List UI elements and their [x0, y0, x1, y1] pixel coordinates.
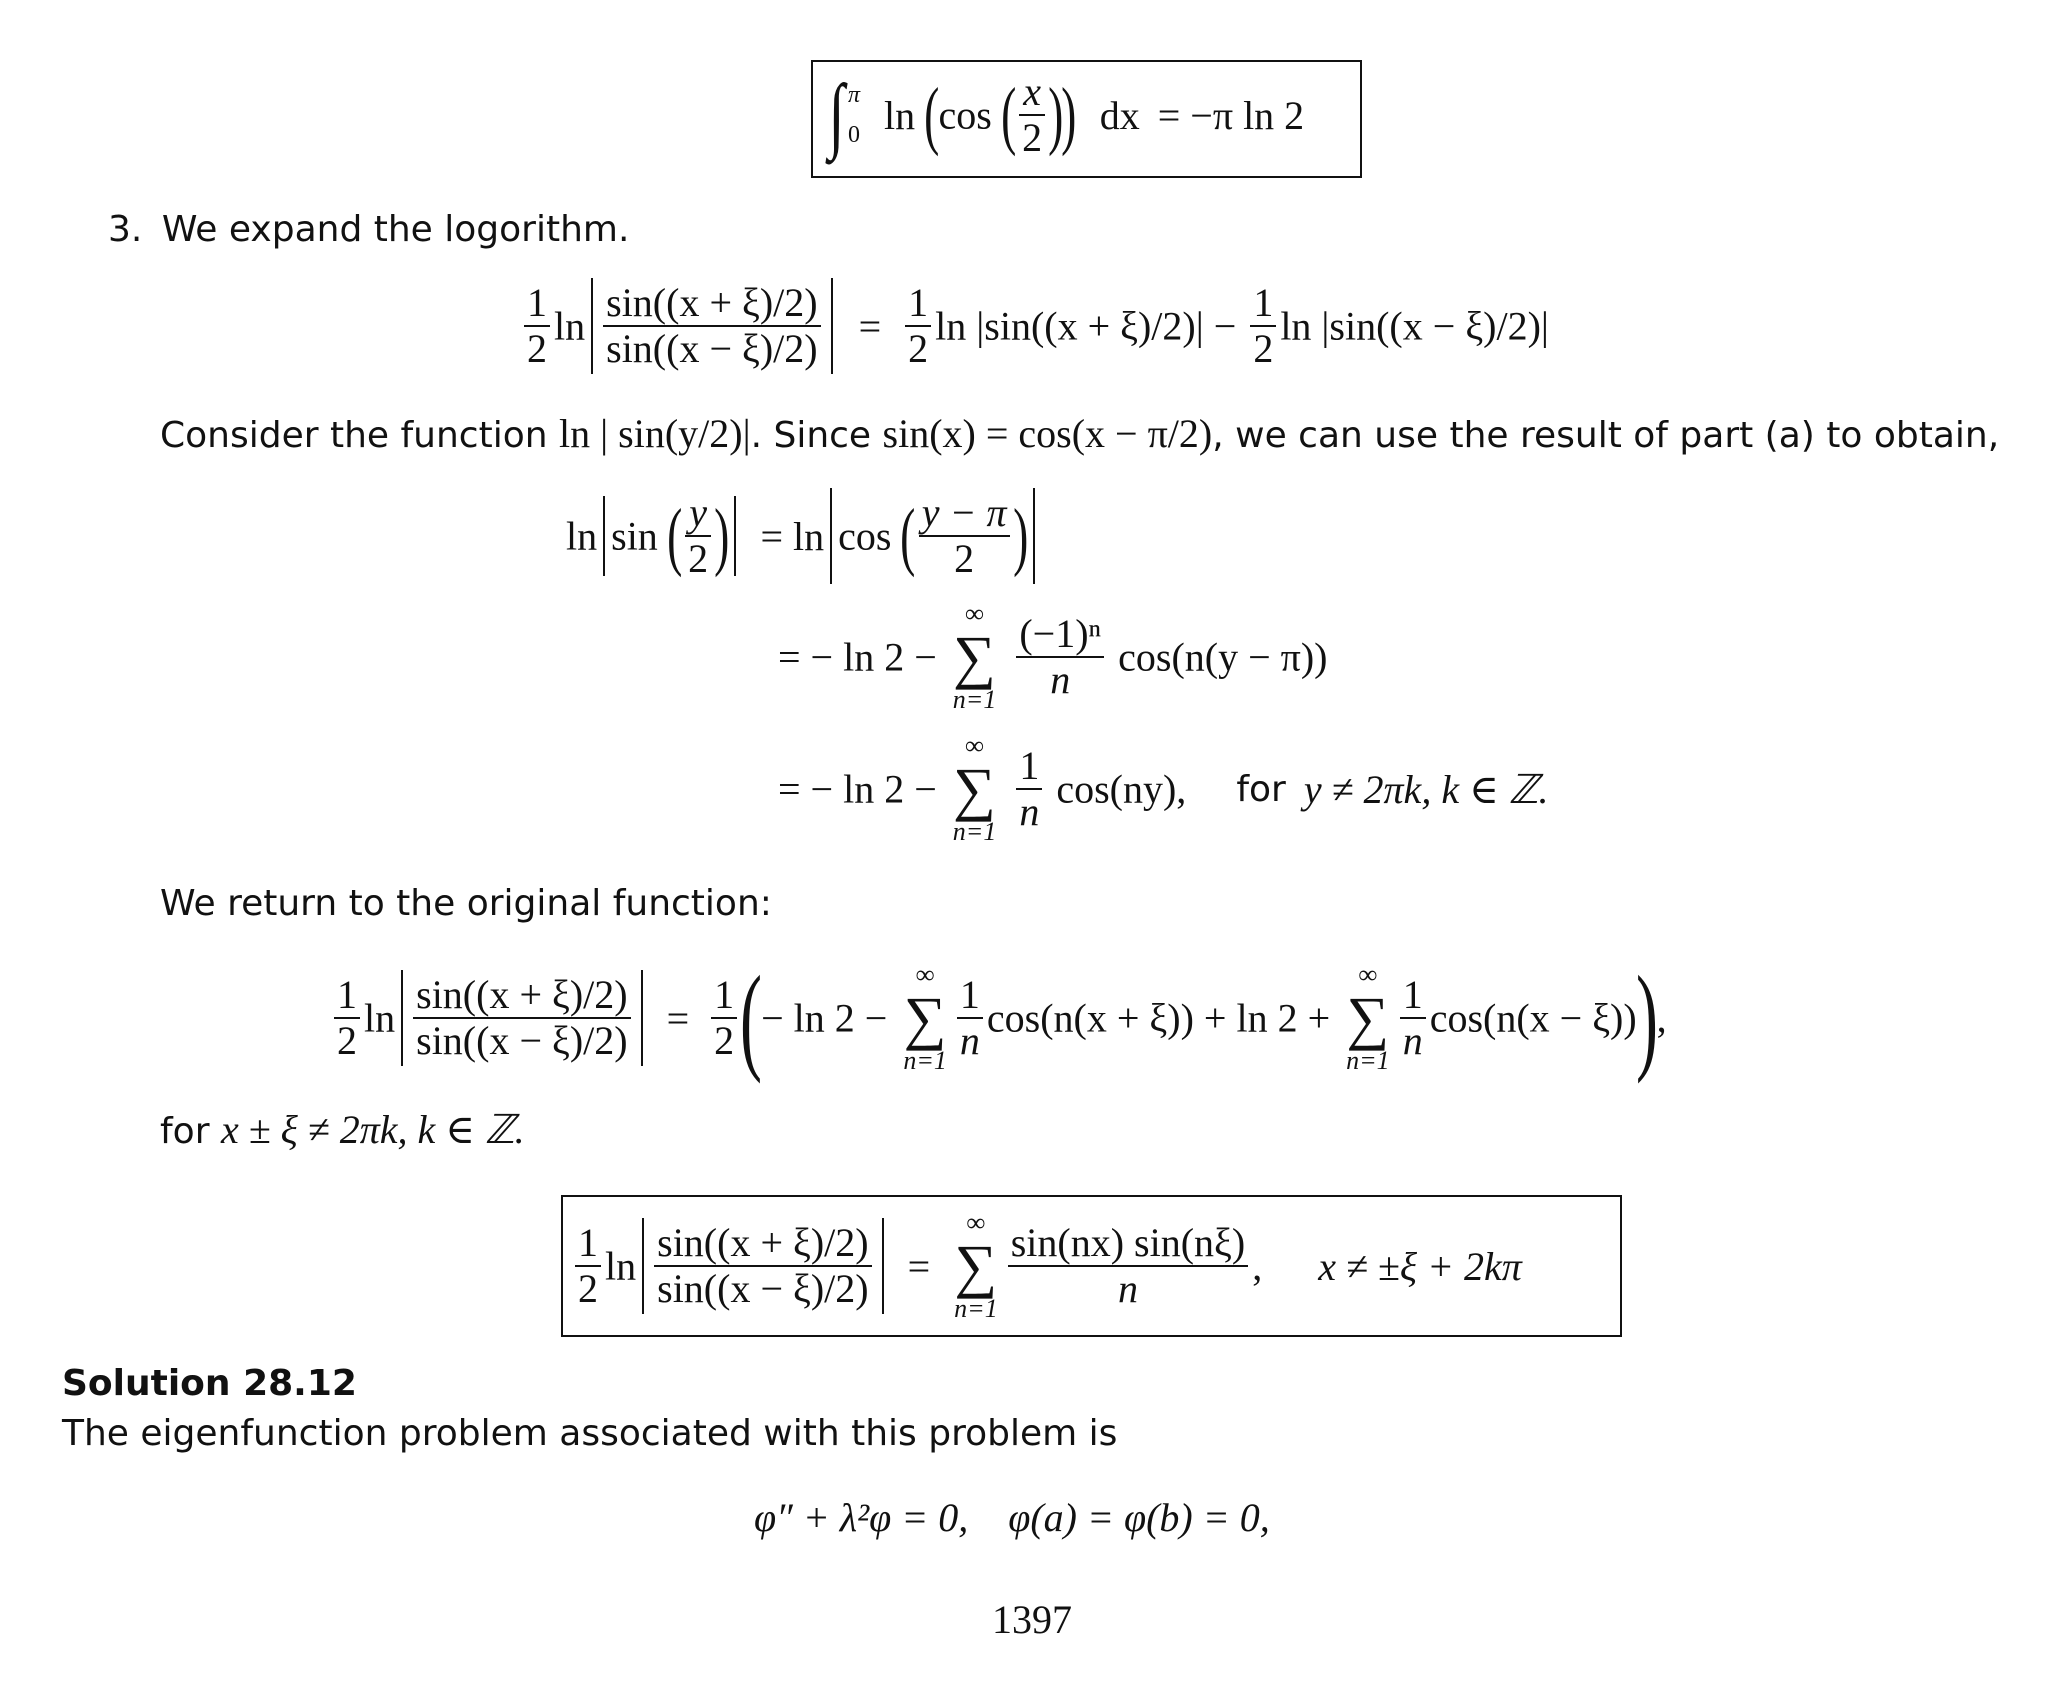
- ln-label: ln: [884, 92, 916, 138]
- cos-label: cos: [938, 92, 992, 138]
- paren-close: ): [714, 494, 730, 578]
- one-half: $\frac{1}{2}$: [575, 1221, 601, 1311]
- ln-label: ln: [554, 303, 586, 349]
- abs-bar-left: [603, 496, 605, 576]
- ln-label: ln: [566, 513, 598, 559]
- integral-limits: [848, 75, 860, 155]
- paren-close: ): [1061, 73, 1077, 157]
- one-over-n-2: $\frac{1}{n}$: [1400, 973, 1426, 1063]
- sum-symbol: ∞ ∑ n=1: [952, 599, 997, 714]
- alternating-coefficient: $\frac{\text{(−1)ⁿ}}{n}$: [1016, 612, 1104, 702]
- one-half: $\frac{1}{2}$: [334, 973, 360, 1063]
- sine-product-over-n: $\frac{\sin(nx) \sin(n\xi)}{n}$: [1008, 1221, 1248, 1311]
- math-inline-b: sin(x) = cos(x − π/2): [882, 411, 1213, 456]
- result-condition: x ≠ ±ξ + 2kπ: [1318, 1243, 1522, 1289]
- paren-open: (: [924, 73, 940, 157]
- consider-paragraph: Consider the function ln | sin(y/2)|. Since sin(x) = cos(x − π/2), we can use the result of part (a) to obtain,: [160, 411, 2000, 456]
- paren-open-inner: (: [1000, 73, 1017, 157]
- paren-open: (: [666, 494, 683, 578]
- derivation-line-2: = − ln 2 − ∞ ∑ n=1 $\frac{\text{(−1)ⁿ}}{n}$ cos(n(y − π)): [778, 599, 1328, 714]
- return-paragraph: We return to the original function:: [160, 883, 772, 924]
- condition-math: x ± ξ ≠ 2πk, k ∈ ℤ.: [220, 1107, 525, 1152]
- one-half-2: $\frac{1}{2}$: [711, 973, 737, 1063]
- sum-symbol-2: ∞ ∑ n=1: [1346, 960, 1390, 1075]
- big-paren-close: ): [1635, 951, 1658, 1084]
- one-over-n-1: $\frac{1}{n}$: [957, 973, 983, 1063]
- term-plus: ln |sin((x + ξ)/2)| −: [935, 303, 1237, 349]
- equals-ln: = ln: [760, 513, 825, 559]
- item-3-heading: [108, 208, 629, 252]
- abs-bar-right-2: [1033, 488, 1035, 584]
- eigen-equation: φ″ + λ²φ = 0, φ(a) = φ(b) = 0,: [754, 1495, 1270, 1540]
- one-half: $\frac{1}{2}$: [524, 281, 550, 371]
- term-minus: ln |sin((x − ξ)/2)|: [1280, 303, 1549, 349]
- condition: y ≠ 2πk, k ∈ ℤ.: [1303, 766, 1549, 812]
- sum-symbol: ∞ ∑ n=1: [954, 1208, 998, 1323]
- boxed-result: [561, 1195, 1622, 1337]
- abs-bar-right: [831, 278, 833, 374]
- item-number: 3.: [108, 209, 143, 250]
- integral-result: = −π ln 2: [1157, 92, 1305, 138]
- page-number: 1397: [992, 1597, 1072, 1642]
- derivation-line-3: = − ln 2 − ∞ ∑ n=1 $\frac{1}{n}$ cos(ny), for y ≠ 2πk, k ∈ ℤ.: [778, 731, 1549, 846]
- integral-sign: ∫: [828, 68, 845, 161]
- abs-bar-left-2: [830, 488, 832, 584]
- abs-bar-left: [401, 970, 403, 1066]
- one-over-n: $\frac{1}{n}$: [1016, 744, 1042, 834]
- abs-bar-left: [642, 1218, 644, 1314]
- one-half-2: $\frac{1}{2}$: [905, 281, 931, 371]
- sum-symbol: ∞ ∑ n=1: [952, 731, 997, 846]
- result-equation: $\frac{1}{2}$ ln $\frac{\sin((x + \xi)/2)}{\sin((x - \xi)/2)}$ = ∞ ∑ n=1 $\frac{\sin(nx) \sin(n\xi)}{n}$ , x ≠ ±ξ + 2kπ: [571, 1209, 1522, 1323]
- sine-ratio: $\frac{\sin((x + \xi)/2)}{\sin((x - \xi)/2)}$: [654, 1221, 871, 1311]
- abs-bar-right: [882, 1218, 884, 1314]
- original-function-equation: $\frac{1}{2}$ ln $\frac{\sin((x + \xi)/2)}{\sin((x - \xi)/2)}$ = $\frac{1}{2}$ (− ln 2 − ∞ ∑ n=1 $\frac{1}{n}$ cos(n(x + ξ)) + ln 2 + ∞ ∑ n=1 $\frac{1}{n}$ cos(n(x − ξ))),: [330, 958, 1667, 1078]
- paren-close-inner: ): [1048, 73, 1064, 157]
- abs-bar-left: [591, 278, 593, 374]
- abs-bar-right: [641, 970, 643, 1066]
- y-minus-pi-over-2: $\frac{y - \pi}{2}$: [919, 491, 1010, 581]
- boxed-integral: [811, 60, 1362, 178]
- expansion-equation: [520, 278, 1549, 374]
- big-paren-open: (: [740, 951, 763, 1084]
- solution-text: The eigenfunction problem associated with this problem is: [62, 1413, 1118, 1454]
- solution-title: Solution 28.12: [62, 1363, 357, 1404]
- for-condition-line: for x ± ξ ≠ 2πk, k ∈ ℤ.: [160, 1107, 525, 1152]
- lower-limit: 0: [848, 122, 861, 148]
- integral-equation: [825, 70, 1304, 160]
- sine-ratio: $\frac{\sin((x + \xi)/2)}{\sin((x - \xi)/2)}$: [413, 973, 630, 1063]
- y-over-2: $\frac{y}{2}$: [685, 491, 711, 581]
- abs-bar-right: [734, 496, 736, 576]
- sine-ratio: $\frac{\sin((x + \xi)/2)}{\sin((x - \xi)/2)}$: [603, 281, 820, 371]
- paren-open-2: (: [900, 494, 916, 578]
- dx-label: dx: [1099, 92, 1140, 138]
- x-over-2: $\frac{x}{2}$: [1019, 70, 1045, 160]
- item-heading-text: We expand the logorithm.: [161, 209, 630, 250]
- math-inline-a: ln | sin(y/2)|: [559, 411, 751, 456]
- sum-symbol-1: ∞ ∑ n=1: [903, 960, 947, 1075]
- paren-close-2: ): [1012, 494, 1028, 578]
- one-half-3: $\frac{1}{2}$: [1250, 281, 1276, 371]
- for-word: for: [1236, 768, 1286, 810]
- equals-sign: =: [858, 303, 882, 349]
- derivation-line-1: ln sin ( $\frac{y}{2}$ ) = ln cos ( $\frac{y - \pi}{2}$ ): [566, 488, 1041, 584]
- upper-limit: π: [848, 82, 861, 108]
